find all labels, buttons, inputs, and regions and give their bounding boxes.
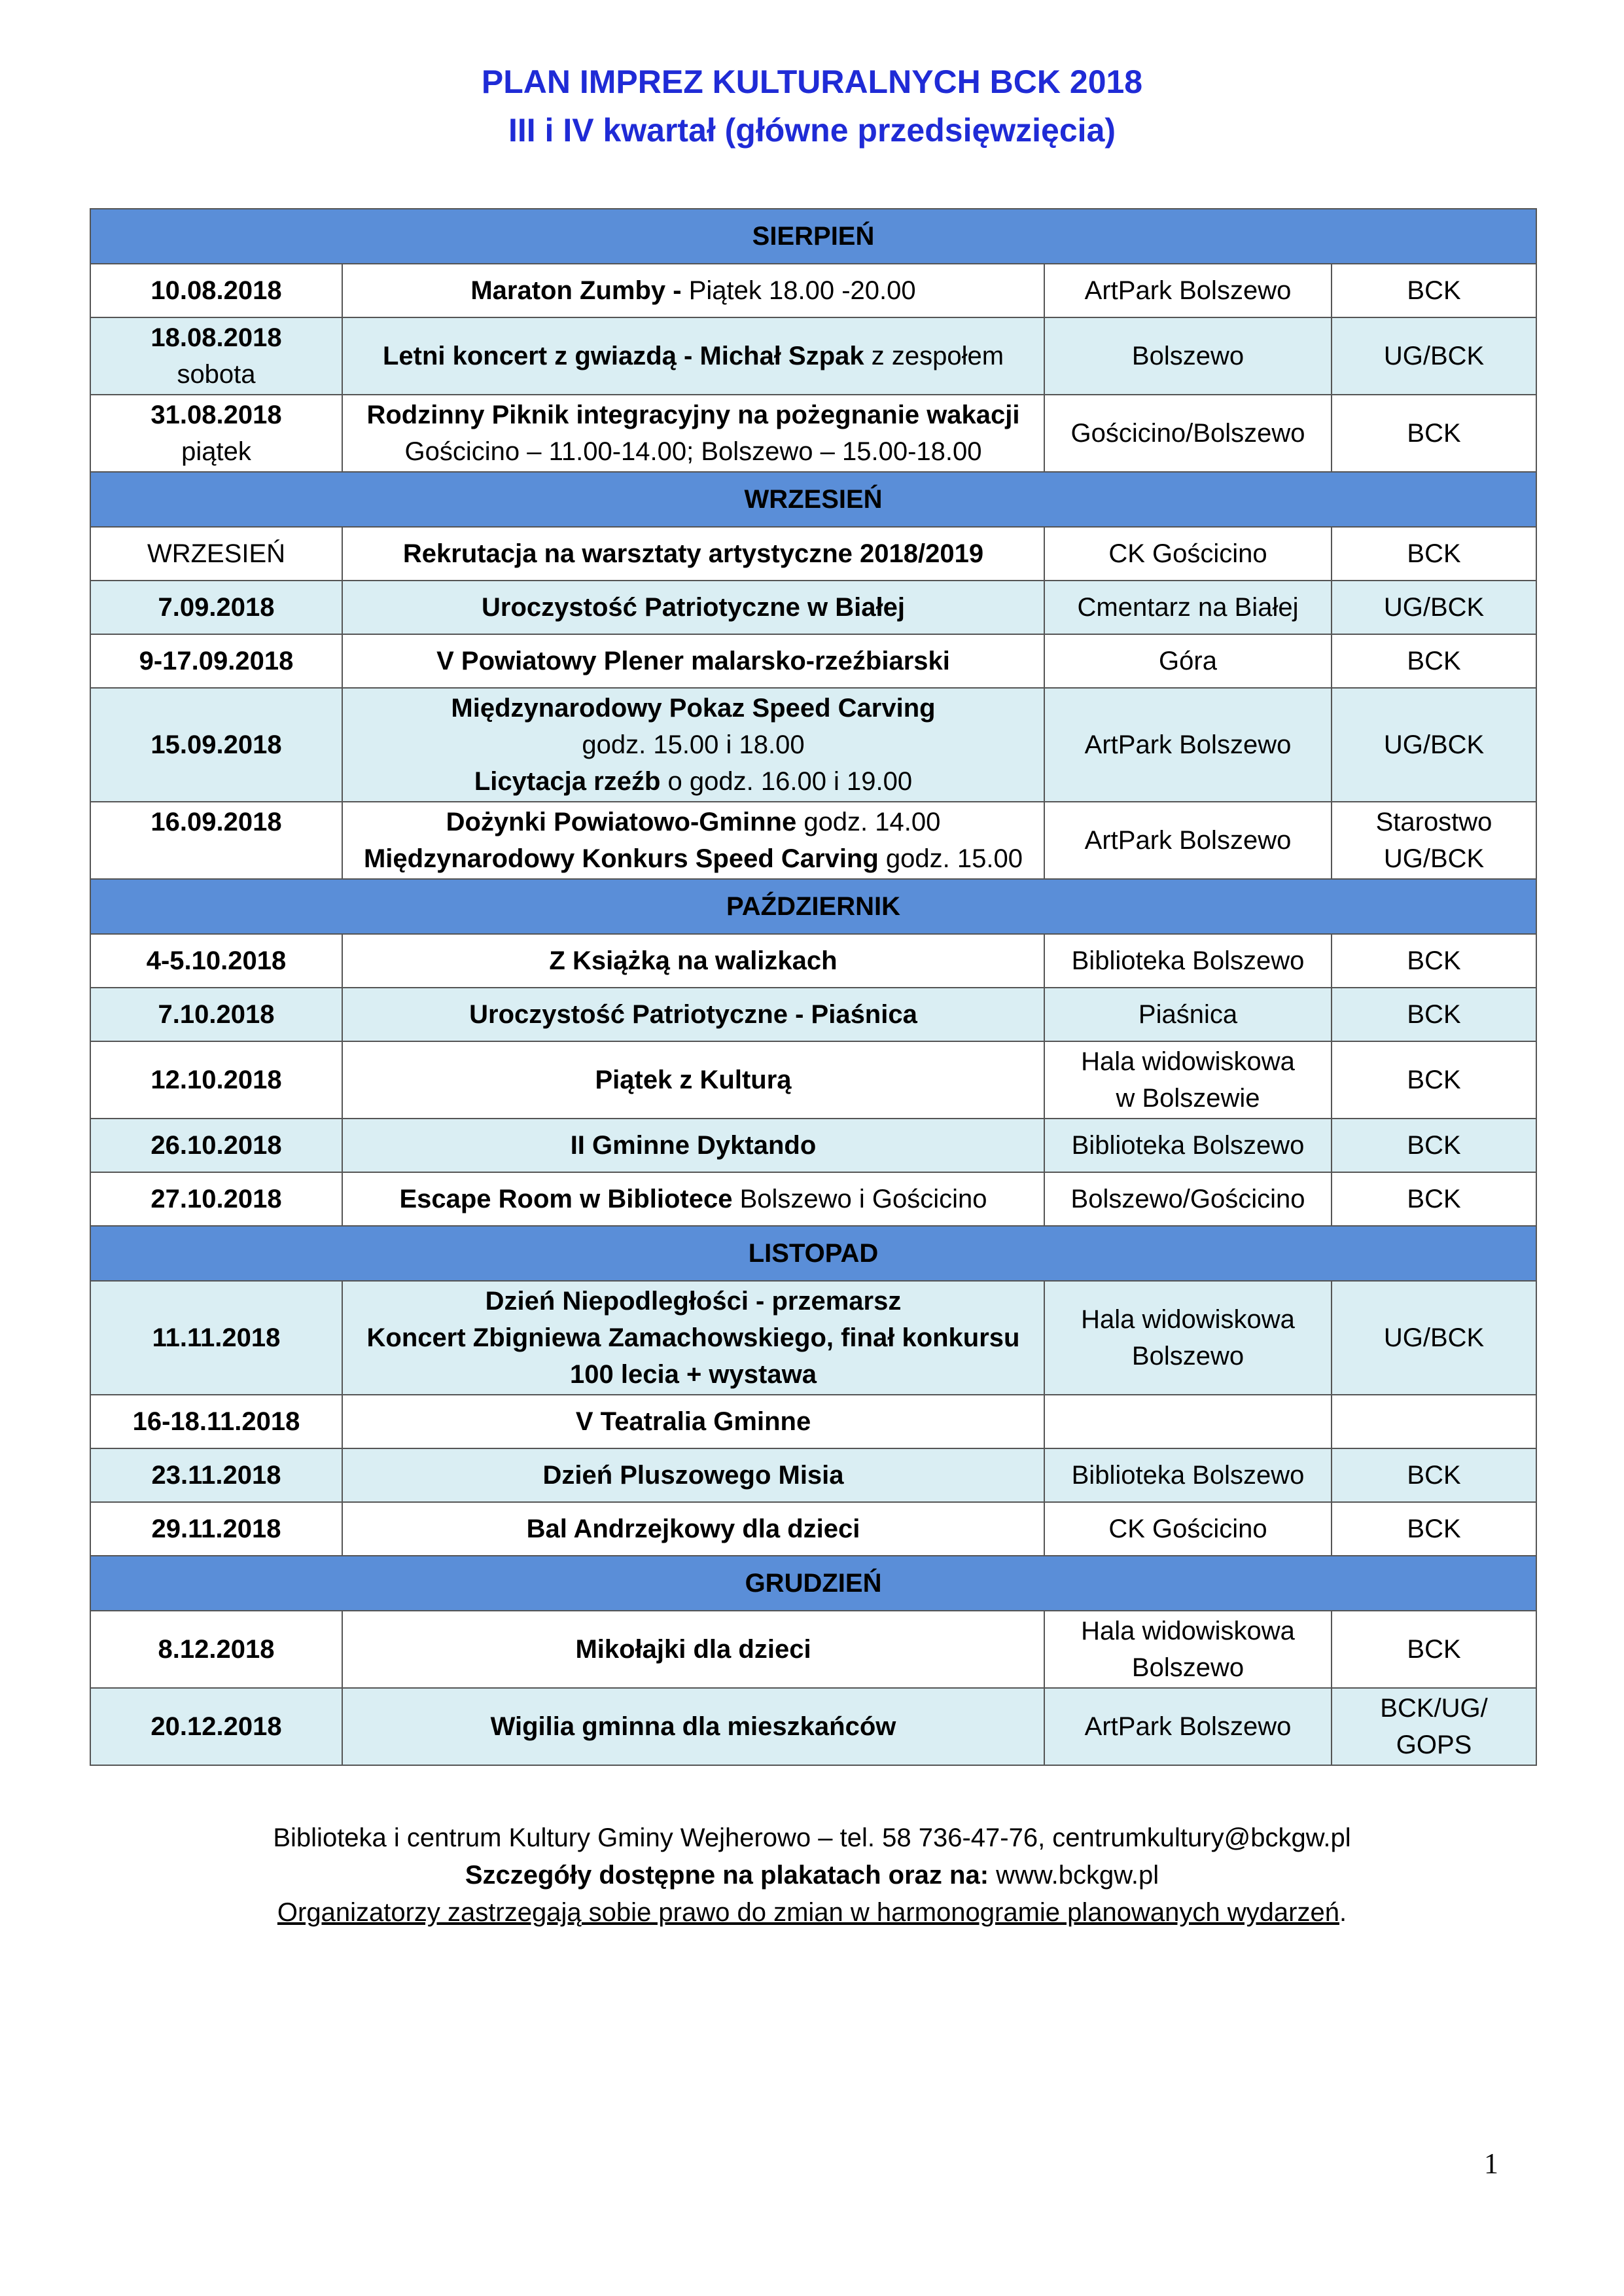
event-title: Dożynki Powiatowo-Gminne godz. 14.00 Międzynarodowy Konkurs Speed Carving godz. 15.00 <box>342 802 1044 879</box>
event-organizer: BCK/UG/ GOPS <box>1332 1688 1536 1765</box>
event-place: ArtPark Bolszewo <box>1044 1688 1332 1765</box>
event-date: 7.10.2018 <box>90 988 342 1041</box>
event-title: Rekrutacja na warsztaty artystyczne 2018/2019 <box>342 527 1044 581</box>
month-header-wrzesien: WRZESIEŃ <box>90 472 1536 527</box>
event-date: 7.09.2018 <box>90 581 342 634</box>
event-place: Góra <box>1044 634 1332 688</box>
table-row <box>90 581 1536 634</box>
page-number: 1 <box>1484 2147 1498 2179</box>
month-header-sierpien: SIERPIEŃ <box>90 209 1536 264</box>
event-date: 11.11.2018 <box>90 1281 342 1395</box>
event-title: Mikołajki dla dzieci <box>342 1611 1044 1688</box>
table-row <box>90 1041 1536 1119</box>
footer-disclaimer: Organizatorzy zastrzegają sobie prawo do zmian w harmonogramie planowanych wydarzeń. <box>277 1898 1347 1927</box>
event-title: Escape Room w Bibliotece Bolszewo i Gościcino <box>342 1172 1044 1226</box>
table-row <box>90 1688 1536 1765</box>
page-footer <box>0 1820 1624 1931</box>
event-title: Wigilia gminna dla mieszkańców <box>342 1688 1044 1765</box>
event-title: Bal Andrzejkowy dla dzieci <box>342 1502 1044 1556</box>
event-organizer: BCK <box>1332 1172 1536 1226</box>
event-date: 27.10.2018 <box>90 1172 342 1226</box>
event-place: CK Gościcino <box>1044 527 1332 581</box>
event-title: Dzień Niepodległości - przemarsz Koncert Zbigniewa Zamachowskiego, finał konkursu 100 lecia + wystawa <box>342 1281 1044 1395</box>
event-title: Rodzinny Piknik integracyjny na pożegnanie wakacji Gościcino – 11.00-14.00; Bolszewo – 15.00-18.00 <box>342 395 1044 472</box>
event-place: Hala widowiskowa w Bolszewie <box>1044 1041 1332 1119</box>
event-date: 26.10.2018 <box>90 1119 342 1172</box>
event-date: 15.09.2018 <box>90 688 342 802</box>
event-place: Biblioteka Bolszewo <box>1044 1119 1332 1172</box>
event-date: 20.12.2018 <box>90 1688 342 1765</box>
table-row <box>90 527 1536 581</box>
event-place: Biblioteka Bolszewo <box>1044 934 1332 988</box>
event-organizer: BCK <box>1332 988 1536 1041</box>
event-title: V Powiatowy Plener malarsko-rzeźbiarski <box>342 634 1044 688</box>
event-title: II Gminne Dyktando <box>342 1119 1044 1172</box>
month-row <box>90 472 1536 527</box>
event-organizer: Starostwo UG/BCK <box>1332 802 1536 879</box>
event-date: 4-5.10.2018 <box>90 934 342 988</box>
table-row <box>90 1395 1536 1448</box>
event-place: ArtPark Bolszewo <box>1044 264 1332 317</box>
event-date: 29.11.2018 <box>90 1502 342 1556</box>
page-header <box>0 58 1624 154</box>
table-row <box>90 934 1536 988</box>
event-title: Z Książką na walizkach <box>342 934 1044 988</box>
table-row <box>90 1611 1536 1688</box>
table-row <box>90 1119 1536 1172</box>
month-row <box>90 1226 1536 1281</box>
table-row <box>90 1502 1536 1556</box>
event-place: Biblioteka Bolszewo <box>1044 1448 1332 1502</box>
event-place: ArtPark Bolszewo <box>1044 688 1332 802</box>
table-row <box>90 688 1536 802</box>
event-date: 12.10.2018 <box>90 1041 342 1119</box>
event-organizer: UG/BCK <box>1332 581 1536 634</box>
event-organizer: BCK <box>1332 395 1536 472</box>
event-place: Bolszewo/Gościcino <box>1044 1172 1332 1226</box>
event-title: Maraton Zumby - Piątek 18.00 -20.00 <box>342 264 1044 317</box>
event-organizer: UG/BCK <box>1332 1281 1536 1395</box>
event-date: 16-18.11.2018 <box>90 1395 342 1448</box>
event-place: CK Gościcino <box>1044 1502 1332 1556</box>
table-row <box>90 1448 1536 1502</box>
event-title: Międzynarodowy Pokaz Speed Carving godz. 15.00 i 18.00 Licytacja rzeźb o godz. 16.00 i 19.00 <box>342 688 1044 802</box>
event-place: ArtPark Bolszewo <box>1044 802 1332 879</box>
page-subtitle: III i IV kwartał (główne przedsięwzięcia) <box>508 112 1116 149</box>
month-header-grudzien: GRUDZIEŃ <box>90 1556 1536 1611</box>
table-row <box>90 317 1536 395</box>
month-header-pazdziernik: PAŹDZIERNIK <box>90 879 1536 934</box>
event-organizer: UG/BCK <box>1332 317 1536 395</box>
event-title: Piątek z Kulturą <box>342 1041 1044 1119</box>
month-header-listopad: LISTOPAD <box>90 1226 1536 1281</box>
event-organizer: BCK <box>1332 527 1536 581</box>
event-date: 31.08.2018 piątek <box>90 395 342 472</box>
event-place: Hala widowiskowa Bolszewo <box>1044 1281 1332 1395</box>
event-organizer: BCK <box>1332 1041 1536 1119</box>
table-row <box>90 395 1536 472</box>
event-title: V Teatralia Gminne <box>342 1395 1044 1448</box>
event-place: Piaśnica <box>1044 988 1332 1041</box>
event-title: Letni koncert z gwiazdą - Michał Szpak z zespołem <box>342 317 1044 395</box>
event-date: WRZESIEŃ <box>90 527 342 581</box>
event-organizer: BCK <box>1332 934 1536 988</box>
month-row <box>90 879 1536 934</box>
table-row <box>90 264 1536 317</box>
table-row <box>90 1172 1536 1226</box>
event-date: 8.12.2018 <box>90 1611 342 1688</box>
event-place: Cmentarz na Białej <box>1044 581 1332 634</box>
event-organizer: BCK <box>1332 634 1536 688</box>
footer-contact: Biblioteka i centrum Kultury Gminy Wejherowo – tel. 58 736-47-76, centrumkultury@bckgw.pl <box>273 1823 1351 1852</box>
event-title: Dzień Pluszowego Misia <box>342 1448 1044 1502</box>
event-date: 23.11.2018 <box>90 1448 342 1502</box>
event-date: 10.08.2018 <box>90 264 342 317</box>
event-place: Bolszewo <box>1044 317 1332 395</box>
table-row <box>90 1281 1536 1395</box>
table-row <box>90 802 1536 879</box>
footer-details: Szczegóły dostępne na plakatach oraz na: www.bckgw.pl <box>465 1861 1159 1890</box>
event-organizer: UG/BCK <box>1332 688 1536 802</box>
month-row <box>90 1556 1536 1611</box>
event-organizer: BCK <box>1332 1502 1536 1556</box>
event-organizer: BCK <box>1332 264 1536 317</box>
table-row <box>90 634 1536 688</box>
event-place <box>1044 1395 1332 1448</box>
event-organizer: BCK <box>1332 1448 1536 1502</box>
event-date: 16.09.2018 <box>90 802 342 879</box>
event-place: Gościcino/Bolszewo <box>1044 395 1332 472</box>
page-title: PLAN IMPREZ KULTURALNYCH BCK 2018 <box>481 63 1143 100</box>
month-row <box>90 209 1536 264</box>
event-organizer: BCK <box>1332 1611 1536 1688</box>
event-date: 9-17.09.2018 <box>90 634 342 688</box>
event-organizer: BCK <box>1332 1119 1536 1172</box>
event-title: Uroczystość Patriotyczne - Piaśnica <box>342 988 1044 1041</box>
event-date: 18.08.2018 sobota <box>90 317 342 395</box>
event-place: Hala widowiskowa Bolszewo <box>1044 1611 1332 1688</box>
event-title: Uroczystość Patriotyczne w Białej <box>342 581 1044 634</box>
table-row <box>90 988 1536 1041</box>
event-organizer <box>1332 1395 1536 1448</box>
events-table <box>90 208 1537 1766</box>
